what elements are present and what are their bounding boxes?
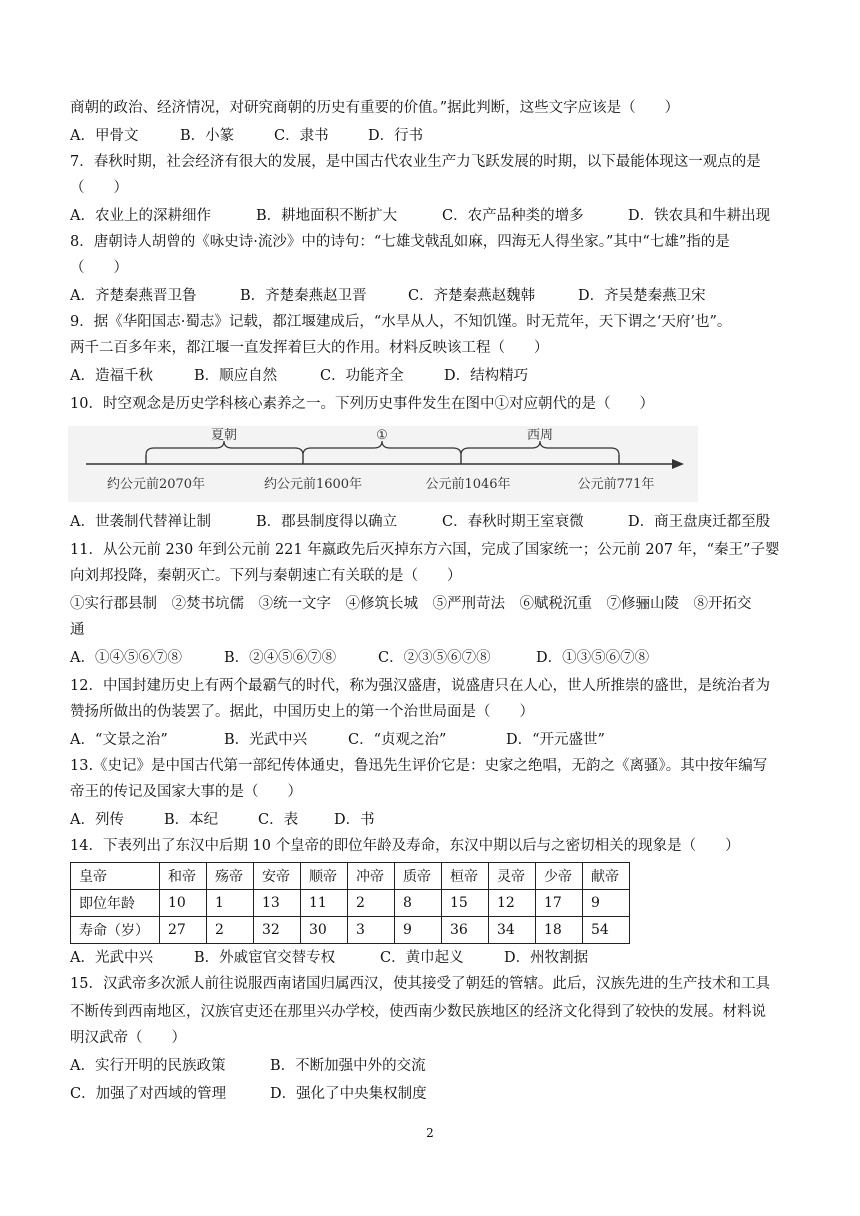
table-cell: 寿命（岁） [71,917,160,944]
q7-option-c: C．农产品种类的增多 [442,208,584,224]
q11-option-a: A．①④⑤⑥⑦⑧ [70,650,182,666]
q6-options [70,126,423,146]
q10-option-c: C．春秋时期王室衰微 [442,514,584,530]
table-row [71,890,630,917]
q9-stem-2: 两千二百多年来，都江堰一直发挥着巨大的作用。材料反映该工程（ ） [70,340,549,356]
q9-stem: 9．据《华阳国志·蜀志》记载，都江堰建成后，“水旱从人，不知饥馑。时无荒年，天下谓之‘天府’也”。 [70,314,732,330]
table-cell: 殇帝 [207,863,254,890]
timeline-arrow [672,459,684,469]
q12-stem-2: 赞扬所做出的伪装罢了。据此，中国历史上的第一个治世局面是（ ） [70,704,534,720]
table-cell: 2 [207,917,254,944]
table-cell: 2 [348,890,395,917]
q8-option-c: C．齐楚秦燕赵魏韩 [408,288,536,304]
timeline-date-3: 公元前1046年 [425,477,511,492]
q8-option-a: A．齐楚秦燕晋卫鲁 [70,288,197,304]
timeline-brace-xia [146,441,303,455]
timeline-brace-1 [303,441,461,455]
q6-option-c: C．隶书 [274,128,329,144]
q12-option-a: A．“文景之治” [70,732,168,748]
q12-option-b: B．光武中兴 [224,732,308,748]
q8-stem-2: （ ） [70,260,128,276]
table-cell: 15 [442,890,489,917]
q9-option-c: C．功能齐全 [320,368,404,384]
q12-options [70,730,605,750]
table-cell: 36 [442,917,489,944]
q8-option-b: B．齐楚秦燕赵卫晋 [240,288,367,304]
q15-option-b: B．不断加强中外的交流 [270,1058,426,1074]
timeline-period-xizhou: 西周 [526,428,554,443]
table-cell: 13 [254,890,301,917]
timeline-brace-xizhou [461,441,619,455]
q14-options [70,948,588,968]
q10-option-d: D．商王盘庚迁都至殷 [628,514,771,530]
q15-stem-2: 不断传到西南地区，汉族官吏还在那里兴办学校，使西南少数民族地区的经济文化得到了较快的发展。材料说 [70,1004,766,1020]
table-cell: 10 [160,890,207,917]
q12-stem: 12．中国封建历史上有两个最霸气的时代，称为强汉盛唐，说盛唐只在人心，世人所推崇的盛世，是统治者为 [70,678,770,694]
table-cell: 少帝 [536,863,583,890]
table-cell: 皇帝 [71,863,160,890]
q7-option-a: A．农业上的深耕细作 [70,208,211,224]
q6-option-d: D．行书 [368,128,424,144]
q15-stem: 15．汉武帝多次派人前往说服西南诸国归属西汉，使其接受了朝廷的管辖。此后，汉族先进的生产技术和工具 [70,976,770,992]
timeline-svg [68,426,698,502]
table-header-row [71,863,630,890]
table-cell: 9 [583,890,630,917]
table-cell: 54 [583,917,630,944]
table-cell: 灵帝 [489,863,536,890]
q15-option-c: C．加强了对西域的管理 [70,1086,227,1102]
table-cell: 11 [301,890,348,917]
table-cell: 献帝 [583,863,630,890]
timeline-date-4: 公元前771年 [577,477,655,492]
q13-option-d: D．书 [334,812,375,828]
q14-option-b: B．外戚宦官交替专权 [194,950,336,966]
q13-stem: 13.《史记》是中国古代第一部纪传体通史，鲁迅先生评价它是：史家之绝唱，无韵之《离骚》。其中按年编写 [70,758,768,774]
q12-option-c: C．“贞观之治” [348,732,447,748]
q13-stem-2: 帝王的传记及国家大事的是（ ） [70,784,302,800]
table-cell: 3 [348,917,395,944]
q8-option-d: D．齐吴楚秦燕卫宋 [578,288,706,304]
q11-option-b: B．②④⑤⑥⑦⑧ [224,650,337,666]
q11-items-2: 通 [70,622,85,638]
table-cell: 1 [207,890,254,917]
q8-options [70,286,706,306]
q6-option-a: A．甲骨文 [70,128,139,144]
q15-option-a: A．实行开明的民族政策 [70,1058,226,1074]
table-cell: 17 [536,890,583,917]
table-cell: 30 [301,917,348,944]
table-cell: 32 [254,917,301,944]
table-cell: 即位年龄 [71,890,160,917]
q9-options [70,366,528,386]
q10-option-a: A．世袭制代替禅让制 [70,514,211,530]
table-cell: 8 [395,890,442,917]
q13-option-b: B．本纪 [164,812,219,828]
q15-option-d: D．强化了中央集权制度 [270,1086,427,1102]
q6-option-b: B．小篆 [180,128,235,144]
table-row [71,917,630,944]
table-cell: 和帝 [160,863,207,890]
q7-option-b: B．耕地面积不断扩大 [256,208,398,224]
table-cell: 冲帝 [348,863,395,890]
q9-option-b: B．顺应自然 [194,368,278,384]
q10-stem: 10．时空观念是历史学科核心素养之一。下列历史事件发生在图中①对应朝代的是（ ） [70,396,654,412]
timeline-date-1: 约公元前2070年 [106,477,206,492]
q15-options-row1 [70,1056,426,1076]
table-cell: 质帝 [395,863,442,890]
table-cell: 27 [160,917,207,944]
q11-option-c: C．②③⑤⑥⑦⑧ [378,650,491,666]
emperor-table [70,862,630,944]
q11-stem: 11．从公元前 230 年到公元前 221 年嬴政先后灭掉东方六国，完成了国家统一；公元前 207 年，“秦王”子婴 [70,542,780,558]
q15-options-row2 [70,1084,427,1104]
q10-option-b: B．郡县制度得以确立 [256,514,398,530]
q9-option-a: A．造福千秋 [70,368,153,384]
page-number: 2 [426,1126,434,1140]
table-cell: 34 [489,917,536,944]
q13-option-c: C．表 [258,812,299,828]
timeline-period-1: ① [376,428,388,443]
q8-stem: 8．唐朝诗人胡曾的《咏史诗·流沙》中的诗句：“七雄戈戟乱如麻，四海无人得坐家。”其中“七雄”指的是 [70,234,730,250]
table-cell: 18 [536,917,583,944]
q14-option-a: A．光武中兴 [70,950,153,966]
q11-items: ①实行郡县制 ②焚书坑儒 ③统一文字 ④修筑长城 ⑤严刑苛法 ⑥赋税沉重 ⑦修骊山陵 ⑧开拓交 [70,596,752,612]
q10-options [70,512,770,532]
table-cell: 顺帝 [301,863,348,890]
table-cell: 9 [395,917,442,944]
q7-stem: 7．春秋时期，社会经济有很大的发展，是中国古代农业生产力飞跃发展的时期，以下最能体现这一观点的是 [70,154,761,170]
q14-stem: 14．下表列出了东汉中后期 10 个皇帝的即位年龄及寿命，东汉中期以后与之密切相关的现象是（ ） [70,838,740,854]
q14-option-d: D．州牧割据 [504,950,589,966]
q11-stem-2: 向刘邦投降，秦朝灭亡。下列与秦朝速亡有关联的是（ ） [70,568,462,584]
table-cell: 12 [489,890,536,917]
q13-options [70,810,375,830]
q14-option-c: C．黄巾起义 [380,950,464,966]
q11-option-d: D．①③⑤⑥⑦⑧ [536,650,650,666]
table-cell: 桓帝 [442,863,489,890]
q12-option-d: D．“开元盛世” [506,732,605,748]
q7-options [70,206,770,226]
q11-options [70,648,649,668]
timeline-figure [68,426,698,502]
timeline-period-xia: 夏朝 [210,428,238,443]
q13-option-a: A．列传 [70,812,124,828]
q15-stem-3: 明汉武帝（ ） [70,1030,186,1046]
table-cell: 安帝 [254,863,301,890]
timeline-date-2: 约公元前1600年 [263,477,363,492]
q9-option-d: D．结构精巧 [444,368,529,384]
q7-stem-2: （ ） [70,180,128,196]
q6-stem-tail: 商朝的政治、经济情况，对研究商朝的历史有重要的价值。”据此判断，这些文字应该是（ ） [70,100,680,116]
q7-option-d: D．铁农具和牛耕出现 [628,208,771,224]
